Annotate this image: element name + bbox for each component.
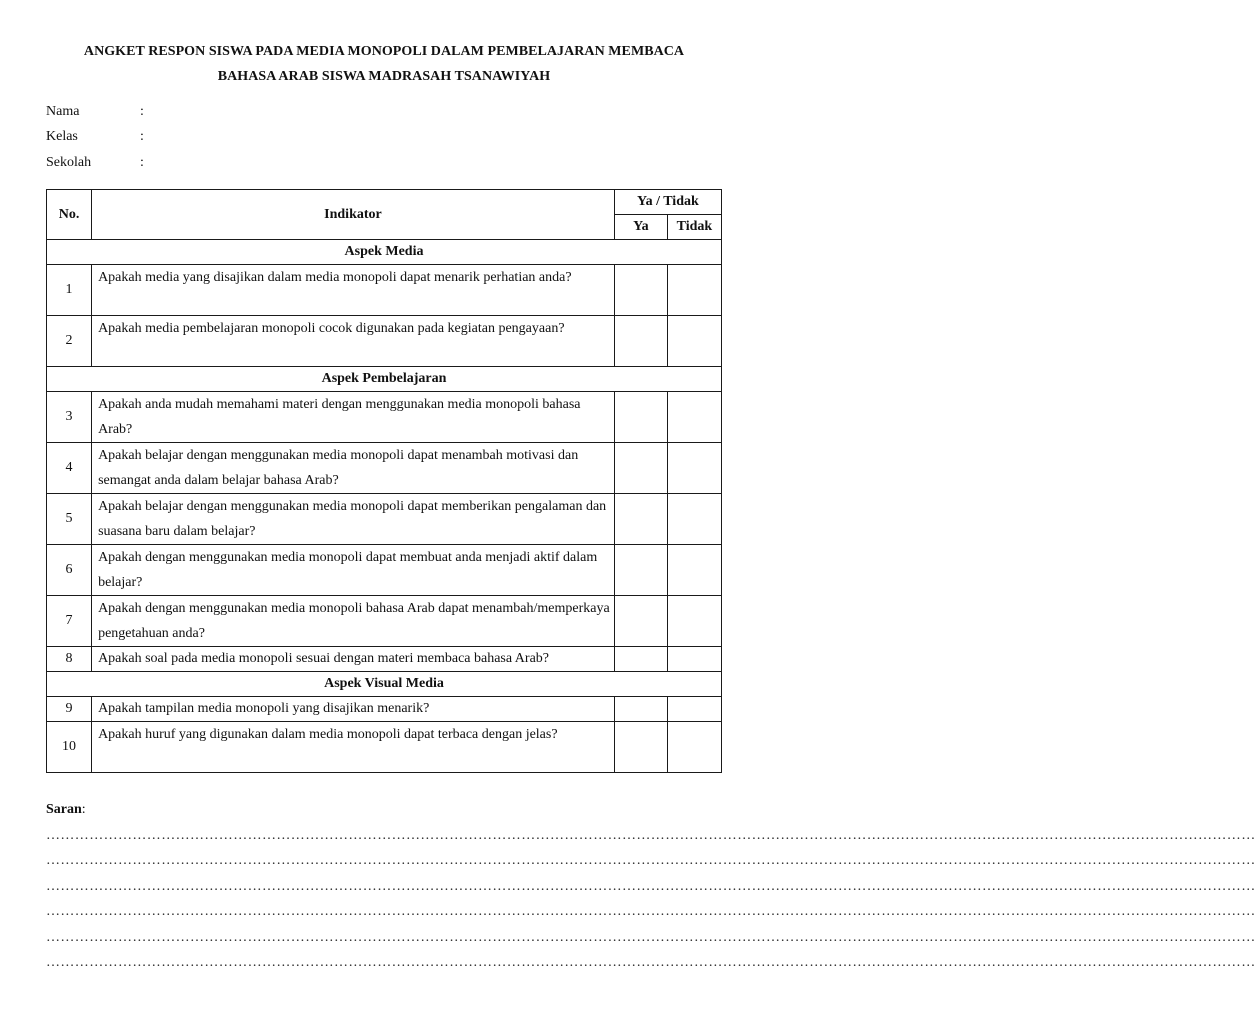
answer-tidak-cell[interactable] bbox=[667, 722, 721, 773]
question-text: Apakah media yang disajikan dalam media monopoli dapat menarik perhatian anda? bbox=[92, 265, 615, 316]
field-label: Nama bbox=[46, 104, 80, 119]
header-tidak: Tidak bbox=[667, 215, 721, 240]
table-row bbox=[47, 392, 722, 443]
row-number: 4 bbox=[47, 443, 92, 494]
table-row bbox=[47, 265, 722, 316]
question-text: Apakah huruf yang digunakan dalam media monopoli dapat terbaca dengan jelas? bbox=[92, 722, 615, 773]
table-row bbox=[47, 494, 722, 545]
suggestion-line[interactable]: ……………………………………………………………………………………………………………………………………………………………………………………………………………………………… bbox=[46, 930, 1256, 945]
answer-ya-cell[interactable] bbox=[614, 647, 667, 672]
answer-ya-cell[interactable] bbox=[614, 545, 667, 596]
answer-tidak-cell[interactable] bbox=[667, 545, 721, 596]
field-label: Kelas bbox=[46, 129, 78, 144]
row-number: 9 bbox=[47, 697, 92, 722]
section-heading-media: Aspek Media bbox=[47, 240, 722, 265]
answer-tidak-cell[interactable] bbox=[667, 494, 721, 545]
answer-ya-cell[interactable] bbox=[614, 392, 667, 443]
header-no: No. bbox=[47, 190, 92, 240]
answer-ya-cell[interactable] bbox=[614, 596, 667, 647]
table-row bbox=[47, 722, 722, 773]
answer-ya-cell[interactable] bbox=[614, 697, 667, 722]
answer-tidak-cell[interactable] bbox=[667, 265, 721, 316]
suggestion-line[interactable]: ……………………………………………………………………………………………………………………………………………………………………………………………………………………………… bbox=[46, 904, 1256, 919]
row-number: 5 bbox=[47, 494, 92, 545]
table-row bbox=[47, 596, 722, 647]
answer-ya-cell[interactable] bbox=[614, 316, 667, 367]
field-label: Sekolah bbox=[46, 155, 92, 170]
question-text: Apakah tampilan media monopoli yang disajikan menarik? bbox=[92, 697, 615, 722]
question-text: Apakah belajar dengan menggunakan media monopoli dapat memberikan pengalaman dan suasana baru dalam belajar? bbox=[92, 494, 615, 545]
suggestion-line[interactable]: ……………………………………………………………………………………………………………………………………………………………………………………………………………………………… bbox=[46, 955, 1256, 970]
question-text: Apakah dengan menggunakan media monopoli dapat membuat anda menjadi aktif dalam belajar? bbox=[92, 545, 615, 596]
questionnaire-table bbox=[46, 189, 722, 773]
question-text: Apakah soal pada media monopoli sesuai dengan materi membaca bahasa Arab? bbox=[92, 647, 615, 672]
table-row bbox=[47, 443, 722, 494]
section-heading-pembelajaran: Aspek Pembelajaran bbox=[47, 367, 722, 392]
question-text: Apakah belajar dengan menggunakan media monopoli dapat menambah motivasi dan semangat anda dalam belajar bahasa Arab? bbox=[92, 443, 615, 494]
question-text: Apakah dengan menggunakan media monopoli bahasa Arab dapat menambah/memperkaya pengetahuan anda? bbox=[92, 596, 615, 647]
answer-tidak-cell[interactable] bbox=[667, 316, 721, 367]
row-number: 2 bbox=[47, 316, 92, 367]
field-colon: : bbox=[140, 155, 144, 170]
answer-tidak-cell[interactable] bbox=[667, 596, 721, 647]
answer-ya-cell[interactable] bbox=[614, 265, 667, 316]
answer-tidak-cell[interactable] bbox=[667, 697, 721, 722]
saran-label: Saran bbox=[46, 802, 82, 817]
suggestion-line[interactable]: ……………………………………………………………………………………………………………………………………………………………………………………………………………………………… bbox=[46, 853, 1256, 868]
row-number: 8 bbox=[47, 647, 92, 672]
answer-ya-cell[interactable] bbox=[614, 722, 667, 773]
header-ya-tidak: Ya / Tidak bbox=[614, 190, 721, 215]
table-row bbox=[47, 316, 722, 367]
header-indikator: Indikator bbox=[92, 190, 615, 240]
saran-colon: : bbox=[81, 802, 86, 817]
question-text: Apakah media pembelajaran monopoli cocok digunakan pada kegiatan pengayaan? bbox=[92, 316, 615, 367]
row-number: 1 bbox=[47, 265, 92, 316]
suggestion-line[interactable]: ……………………………………………………………………………………………………………………………………………………………………………………………………………………………… bbox=[46, 828, 1256, 843]
document-title-line-1: ANGKET RESPON SISWA PADA MEDIA MONOPOLI DALAM PEMBELAJARAN MEMBACA bbox=[83, 44, 685, 59]
table-row bbox=[47, 647, 722, 672]
answer-tidak-cell[interactable] bbox=[667, 647, 721, 672]
row-number: 10 bbox=[47, 722, 92, 773]
row-number: 7 bbox=[47, 596, 92, 647]
field-colon: : bbox=[140, 104, 144, 119]
header-ya: Ya bbox=[614, 215, 667, 240]
saran-heading bbox=[46, 802, 86, 818]
row-number: 6 bbox=[47, 545, 92, 596]
suggestion-line[interactable]: ……………………………………………………………………………………………………………………………………………………………………………………………………………………………… bbox=[46, 879, 1256, 894]
answer-tidak-cell[interactable] bbox=[667, 443, 721, 494]
section-heading-visual-media: Aspek Visual Media bbox=[47, 672, 722, 697]
table-row bbox=[47, 697, 722, 722]
answer-ya-cell[interactable] bbox=[614, 494, 667, 545]
document-title-line-2: BAHASA ARAB SISWA MADRASAH TSANAWIYAH bbox=[217, 69, 551, 84]
answer-ya-cell[interactable] bbox=[614, 443, 667, 494]
question-text: Apakah anda mudah memahami materi dengan menggunakan media monopoli bahasa Arab? bbox=[92, 392, 615, 443]
table-row bbox=[47, 545, 722, 596]
field-colon: : bbox=[140, 129, 144, 144]
row-number: 3 bbox=[47, 392, 92, 443]
answer-tidak-cell[interactable] bbox=[667, 392, 721, 443]
